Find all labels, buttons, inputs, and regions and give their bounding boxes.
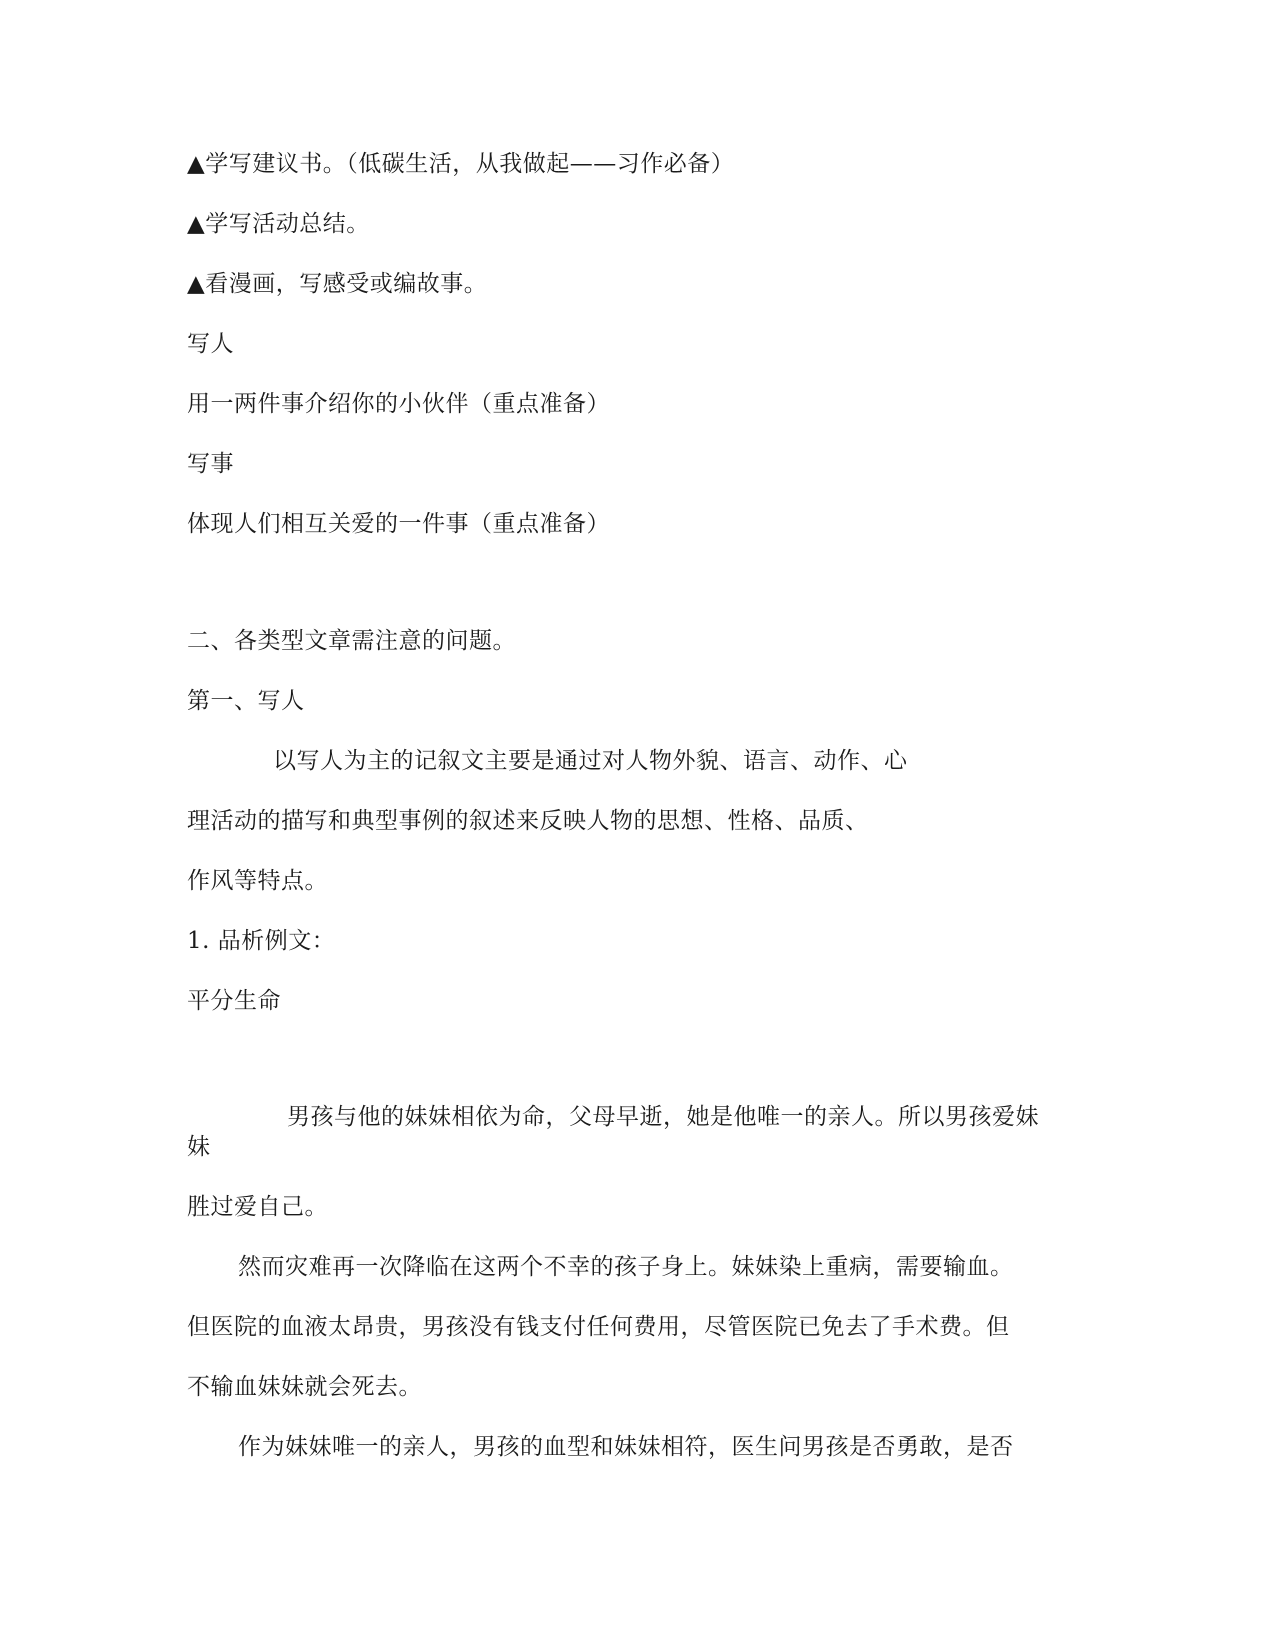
section-heading-two: 二、各类型文章需注意的问题。 [187,628,516,654]
numbered-item: 1. 品析例文： [187,928,336,954]
paragraph-line: 男孩与他的妹妹相依为命，父母早逝，她是他唯一的亲人。所以男孩爱妹 [287,1104,1039,1130]
list-item-activity-summary: ▲学写活动总结。 [187,211,370,237]
paragraph-line: 妹 [187,1134,211,1160]
list-item-comic: ▲看漫画，写感受或编故事。 [187,271,488,297]
section-heading-write-person: 写人 [187,331,234,357]
topic-write-event: 体现人们相互关爱的一件事（重点准备） [187,511,610,537]
paragraph-line: 胜过爱自己。 [187,1194,328,1220]
section-heading-write-event: 写事 [187,451,234,477]
paragraph-line: 但医院的血液太昂贵，男孩没有钱支付任何费用，尽管医院已免去了手术费。但 [187,1314,1010,1340]
paragraph-line: 以写人为主的记叙文主要是通过对人物外貌、语言、动作、心 [273,748,908,774]
paragraph-line: 不输血妹妹就会死去。 [187,1374,422,1400]
subsection-heading-first: 第一、写人 [187,688,305,714]
paragraph-line: 作风等特点。 [187,868,328,894]
paragraph-line: 然而灾难再一次降临在这两个不幸的孩子身上。妹妹染上重病，需要输血。 [238,1254,1014,1280]
paragraph-line: 作为妹妹唯一的亲人，男孩的血型和妹妹相符，医生问男孩是否勇敢，是否 [238,1434,1014,1460]
topic-write-person: 用一两件事介绍你的小伙伴（重点准备） [187,391,610,417]
example-title: 平分生命 [187,988,281,1014]
paragraph-line: 理活动的描写和典型事例的叙述来反映人物的思想、性格、品质、 [187,808,869,834]
list-item-proposal: ▲学写建议书。（低碳生活，从我做起——习作必备） [187,151,735,177]
